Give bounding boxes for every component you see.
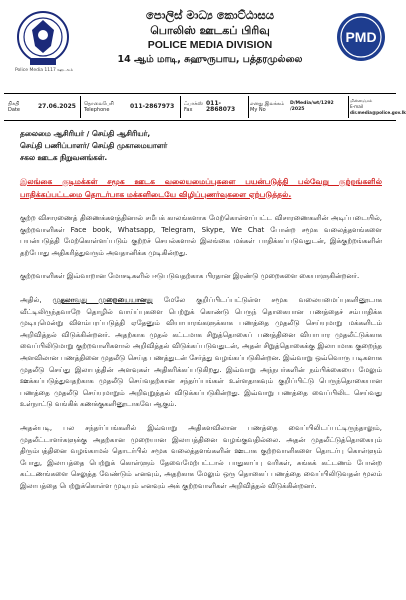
- date-label: திகதி Date: [8, 101, 20, 113]
- letterhead: [0, 0, 400, 88]
- email-label: மின்னஞ்சல் E-mail: [350, 98, 373, 109]
- paragraph-1: குற்ற விசாரணைத் திணைக்களத்தினால் சமீபக் காலங்களாக மேற்கொள்ளப்பட்ட விசாரணைகளின் அடிப்படையில், குற்றவாளிகள் Face book, Whatsapp, Telegram, Skype, We Chat போன்ற சமூக வலைத்தளங்களை பயன்படுத்தி மேற்கொள்ளப்படும் குற்றச் செயல்களால் இலங்கை மக்கள் பாதிக்கப்படுவதுடன், இக்குற்றங்களின் தற்போது அதிகரித்துவரும் அவதானிக்க முடிகின்றது.: [20, 214, 382, 257]
- paragraph-3-lead: அதில்,: [20, 295, 53, 304]
- paragraph-4: அதன்படி, பல சந்தர்ப்பங்களில் இவ்வாறு அதிகளவிலான பணத்தை வைப்பிலிடப்பட்டிருந்தாலும், முதலீட்டாளர்களுக்கு அதற்கான முறையான இலாபத்தினை வழங்குவதில்லை. அதன் முதலீட்டுத்தொகையும் திரும்பத்தினை வழங்காமல் தொடர்பில் சமூக வலைத்தளங்களின் ஊடாக குற்றவாளிகளை தொடர்பு கொள்ளும் போது, இலாபத்தை பெற்றுக் கொள்ளும் தேவைமேற்பட்டால் பாதுகாப்பு வரிகள், சுங்கக் கட்டணம் போன்ற கட்டணங்களை செலுத்த வேண்டும் எனவும், அதற்காக மேலும் ஒரு தொகைப் பணத்தை வைப்பிலிடுவதன் மூலம் இலாபத்தை பெற்றுக்கொள்ள முடியும் எனவும் அக் குற்றவாளிகள் அறிவித்தல் விடுக்கின்றனர்.: [20, 423, 382, 490]
- letter-body: [20, 128, 382, 492]
- email-block: [350, 94, 406, 120]
- ref-value: D/Media/wt/1292 /2025: [290, 101, 334, 112]
- letterhead-titles: [90, 8, 330, 67]
- date-value: 27.06.2025: [38, 103, 76, 110]
- fax-label: ஃபாக்ஸ் Fax: [184, 101, 203, 113]
- pmd-logo-icon: [336, 12, 386, 62]
- police-emblem-icon: [16, 10, 70, 68]
- phone-label: தொலைபேசி Telephone: [84, 101, 114, 113]
- phone-value: 011-2867973: [130, 103, 175, 110]
- paragraph-3-rest: மேலே குறிப்பிடப்பட்டுள்ள சமூக வலையமைப்புகளினூடாக வீட்டிலிருந்தவாறே தொழில் வாய்ப்புகளை பெற்றுக் கொண்டு பெருந் தொகையான பணத்தைச் சம்பாதிக்க முடியுமென்று விளம்பரப்படுத்தி ஏதேனும் வியாபாரங்களுக்காக பணத்தை முதலீடு செய்யுமாறு மக்களிடம் அறிவித்தல் விடுக்கின்றனர். அதற்காக முதல் கட்டமாக சிறுத்தொகைப் பணத்தினை வியாபார முதலீட்டுக்காக வைப்பிலிடுமாறு குற்றவாளிகளால் அறிவித்தல் விடுக்கப்படுவதுடன், அதன் சிறுத்தொகைக்கு இலாபமாக குறைந்த அளவிலான பணத்தினை முதலீடு செய்த பணத்துடன் சேர்த்து வழங்கப்படுகின்றன. இவ்வாறு ஒவ்வொரு படிகளாக முதலீடு செய்து இலாபத்தின் அளவுகள் அதிகரிக்கப்படுகிறது. இவ்வாறு அந்நபர்களின் நம்பிக்கையை மேலும் ஊக்கப்படுத்துவதற்காக முதலீடு செய்வதற்கான சந்தர்ப்பங்கள் உள்ளதாகவும் குறிப்பிட்டு பெருந்தொகையான பணத்தை முதலீடு செய்யுமாறும் அறிவுறுத்தல் விடுக்கப்படுகின்றது. இவ்வாறு பணத்தை வைப்பிலிட செய்வது உள்நாட்டு வங்கிக் கணக்குகளினூடாகவே ஆகும்.: [20, 295, 382, 409]
- paragraph-2: குற்றவாளிகள் இவ்வாறான மோசடிகளில் ஈடுபடுவதற்காக பிரதான இரண்டு முறைகளை கையாளுகின்றனர்.: [20, 272, 360, 281]
- contact-bar: [4, 93, 406, 121]
- paragraph-3-emphasis: முதலாவது முறையையானது: [52, 295, 153, 304]
- office-address: 14 ஆம் மாடி, சுஹுருபாய, பத்தரமுல்லை: [117, 54, 303, 65]
- emblem-caption: Police Media 1117 ஊடகம்: [14, 68, 74, 73]
- recipient-line-3: சகல ஊடக நிறுவனங்கள்.: [20, 153, 108, 162]
- ref-label: எனது இலக்கம் My No: [250, 101, 285, 113]
- title-tamil: பொலிஸ் ஊடகப் பிரிவு: [150, 24, 270, 37]
- fax-value: 011-2868073: [206, 100, 236, 113]
- pmd-logo-text: PMD: [345, 29, 377, 45]
- paragraph-3: [20, 295, 382, 411]
- email-value: dir.media@police.gov.lk: [350, 110, 406, 115]
- recipient-line-1: தலைமை ஆசிரியர் / செய்தி ஆசிரியர்,: [20, 129, 151, 138]
- letter-subject: இலங்கை குடிமக்கள் சமூக ஊடக வலையமைப்புகளை பயன்படுத்தி பல்வேறு குற்றங்களில் பாதிக்கப்பட்டமை தொடர்பாக மக்களிடையே விழிப்புணர்வுகளை ஏற்படுத்தல்.: [20, 177, 382, 199]
- title-english: POLICE MEDIA DIVISION: [147, 39, 273, 51]
- title-sinhala: පොලිස් මාධ්‍ය කොට්ඨාසය: [145, 8, 275, 22]
- recipient-line-2: செய்தி பணிப்பாளர்/ செய்தி முகாமையாளர்: [20, 141, 168, 150]
